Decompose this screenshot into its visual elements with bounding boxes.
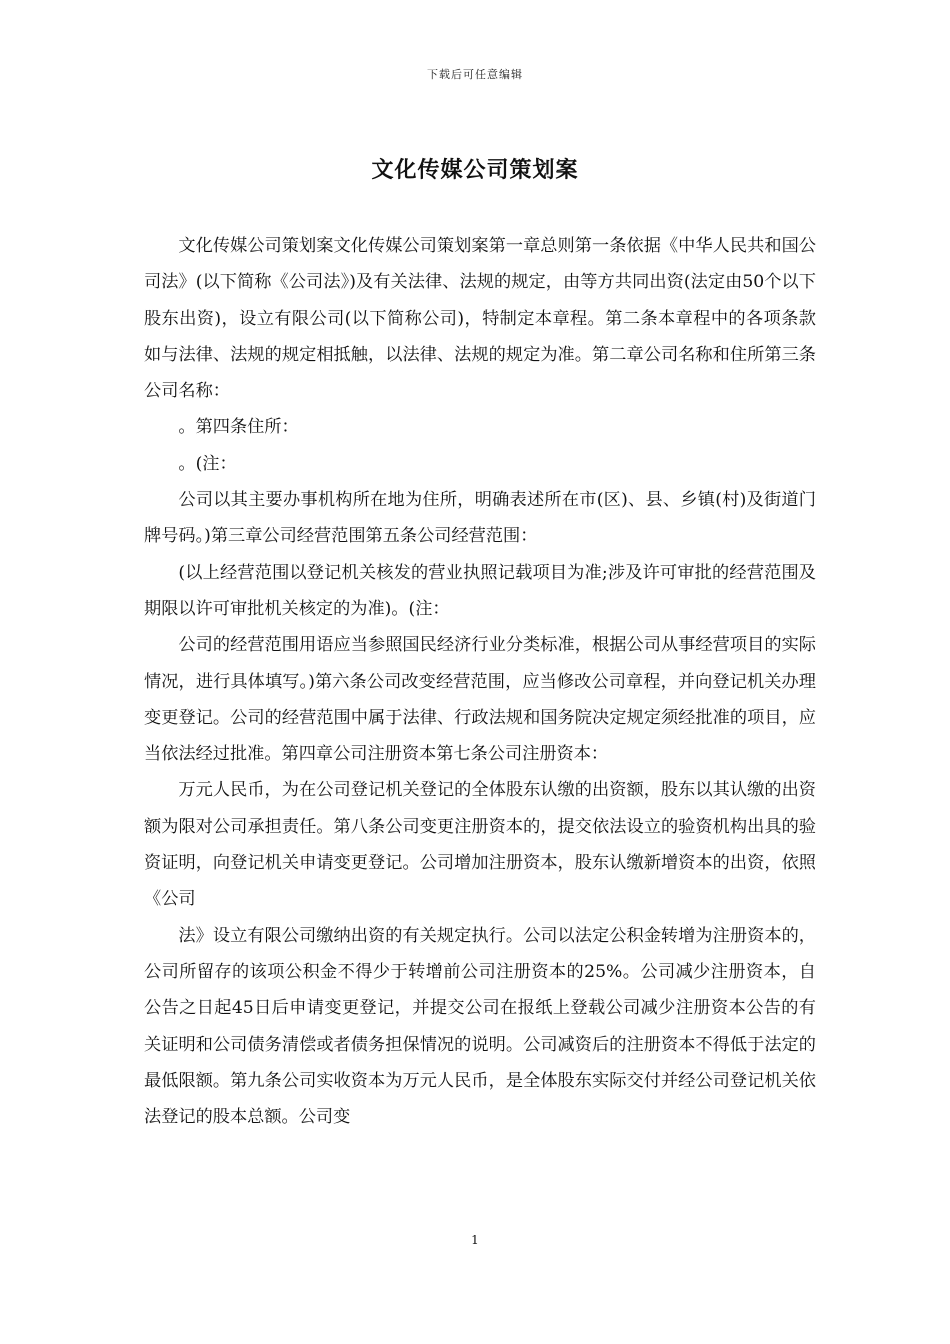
paragraph: 文化传媒公司策划案文化传媒公司策划案第一章总则第一条依据《中华人民共和国公司法》(以下简称《公司法》)及有关法律、法规的规定，由等方共同出资(法定由50个以下股东出资)，设立有限公司(以下简称公司)，特制定本章程。第二条本章程中的各项条款如与法律、法规的规定相抵触，以法律、法规的规定为准。第二章公司名称和住所第三条公司名称： [144,236,816,402]
paragraph: 万元人民币，为在公司登记机关登记的全体股东认缴的出资额，股东以其认缴的出资额为限对公司承担责任。第八条公司变更注册资本的，提交依法设立的验资机构出具的验资证明，向登记机关申请变更登记。公司增加注册资本，股东认缴新增资本的出资，依照《公司 [144,780,816,910]
header-note: 下载后可任意编辑 [427,68,523,81]
page-number: 1 [471,1233,479,1247]
paragraph: 公司以其主要办事机构所在地为住所，明确表述所在市(区)、县、乡镇(村)及街道门牌号码。)第三章公司经营范围第五条公司经营范围： [144,490,816,547]
paragraph: 。第四条住所： [178,417,299,438]
document-body [144,228,816,1135]
paragraph: 公司的经营范围用语应当参照国民经济行业分类标准，根据公司从事经营项目的实际情况，进行具体填写。)第六条公司改变经营范围，应当修改公司章程，并向登记机关办理变更登记。公司的经营范围中属于法律、行政法规和国务院决定规定须经批准的项目，应当依法经过批准。第四章公司注册资本第七条公司注册资本： [144,635,816,765]
document-title: 文化传媒公司策划案 [371,158,579,183]
paragraph: 法》设立有限公司缴纳出资的有关规定执行。公司以法定公积金转增为注册资本的，公司所留存的该项公积金不得少于转增前公司注册资本的25%。公司减少注册资本，自公告之日起45日后申请变更登记，并提交公司在报纸上登载公司减少注册资本公告的有关证明和公司债务清偿或者债务担保情况的说明。公司减资后的注册资本不得低于法定的最低限额。第九条公司实收资本为万元人民币，是全体股东实际交付并经公司登记机关依法登记的股本总额。公司变 [144,925,816,1128]
paragraph: 。(注： [178,453,237,474]
paragraph: (以上经营范围以登记机关核发的营业执照记载项目为准;涉及许可审批的经营范围及期限以许可审批机关核定的为准)。(注： [144,562,816,619]
